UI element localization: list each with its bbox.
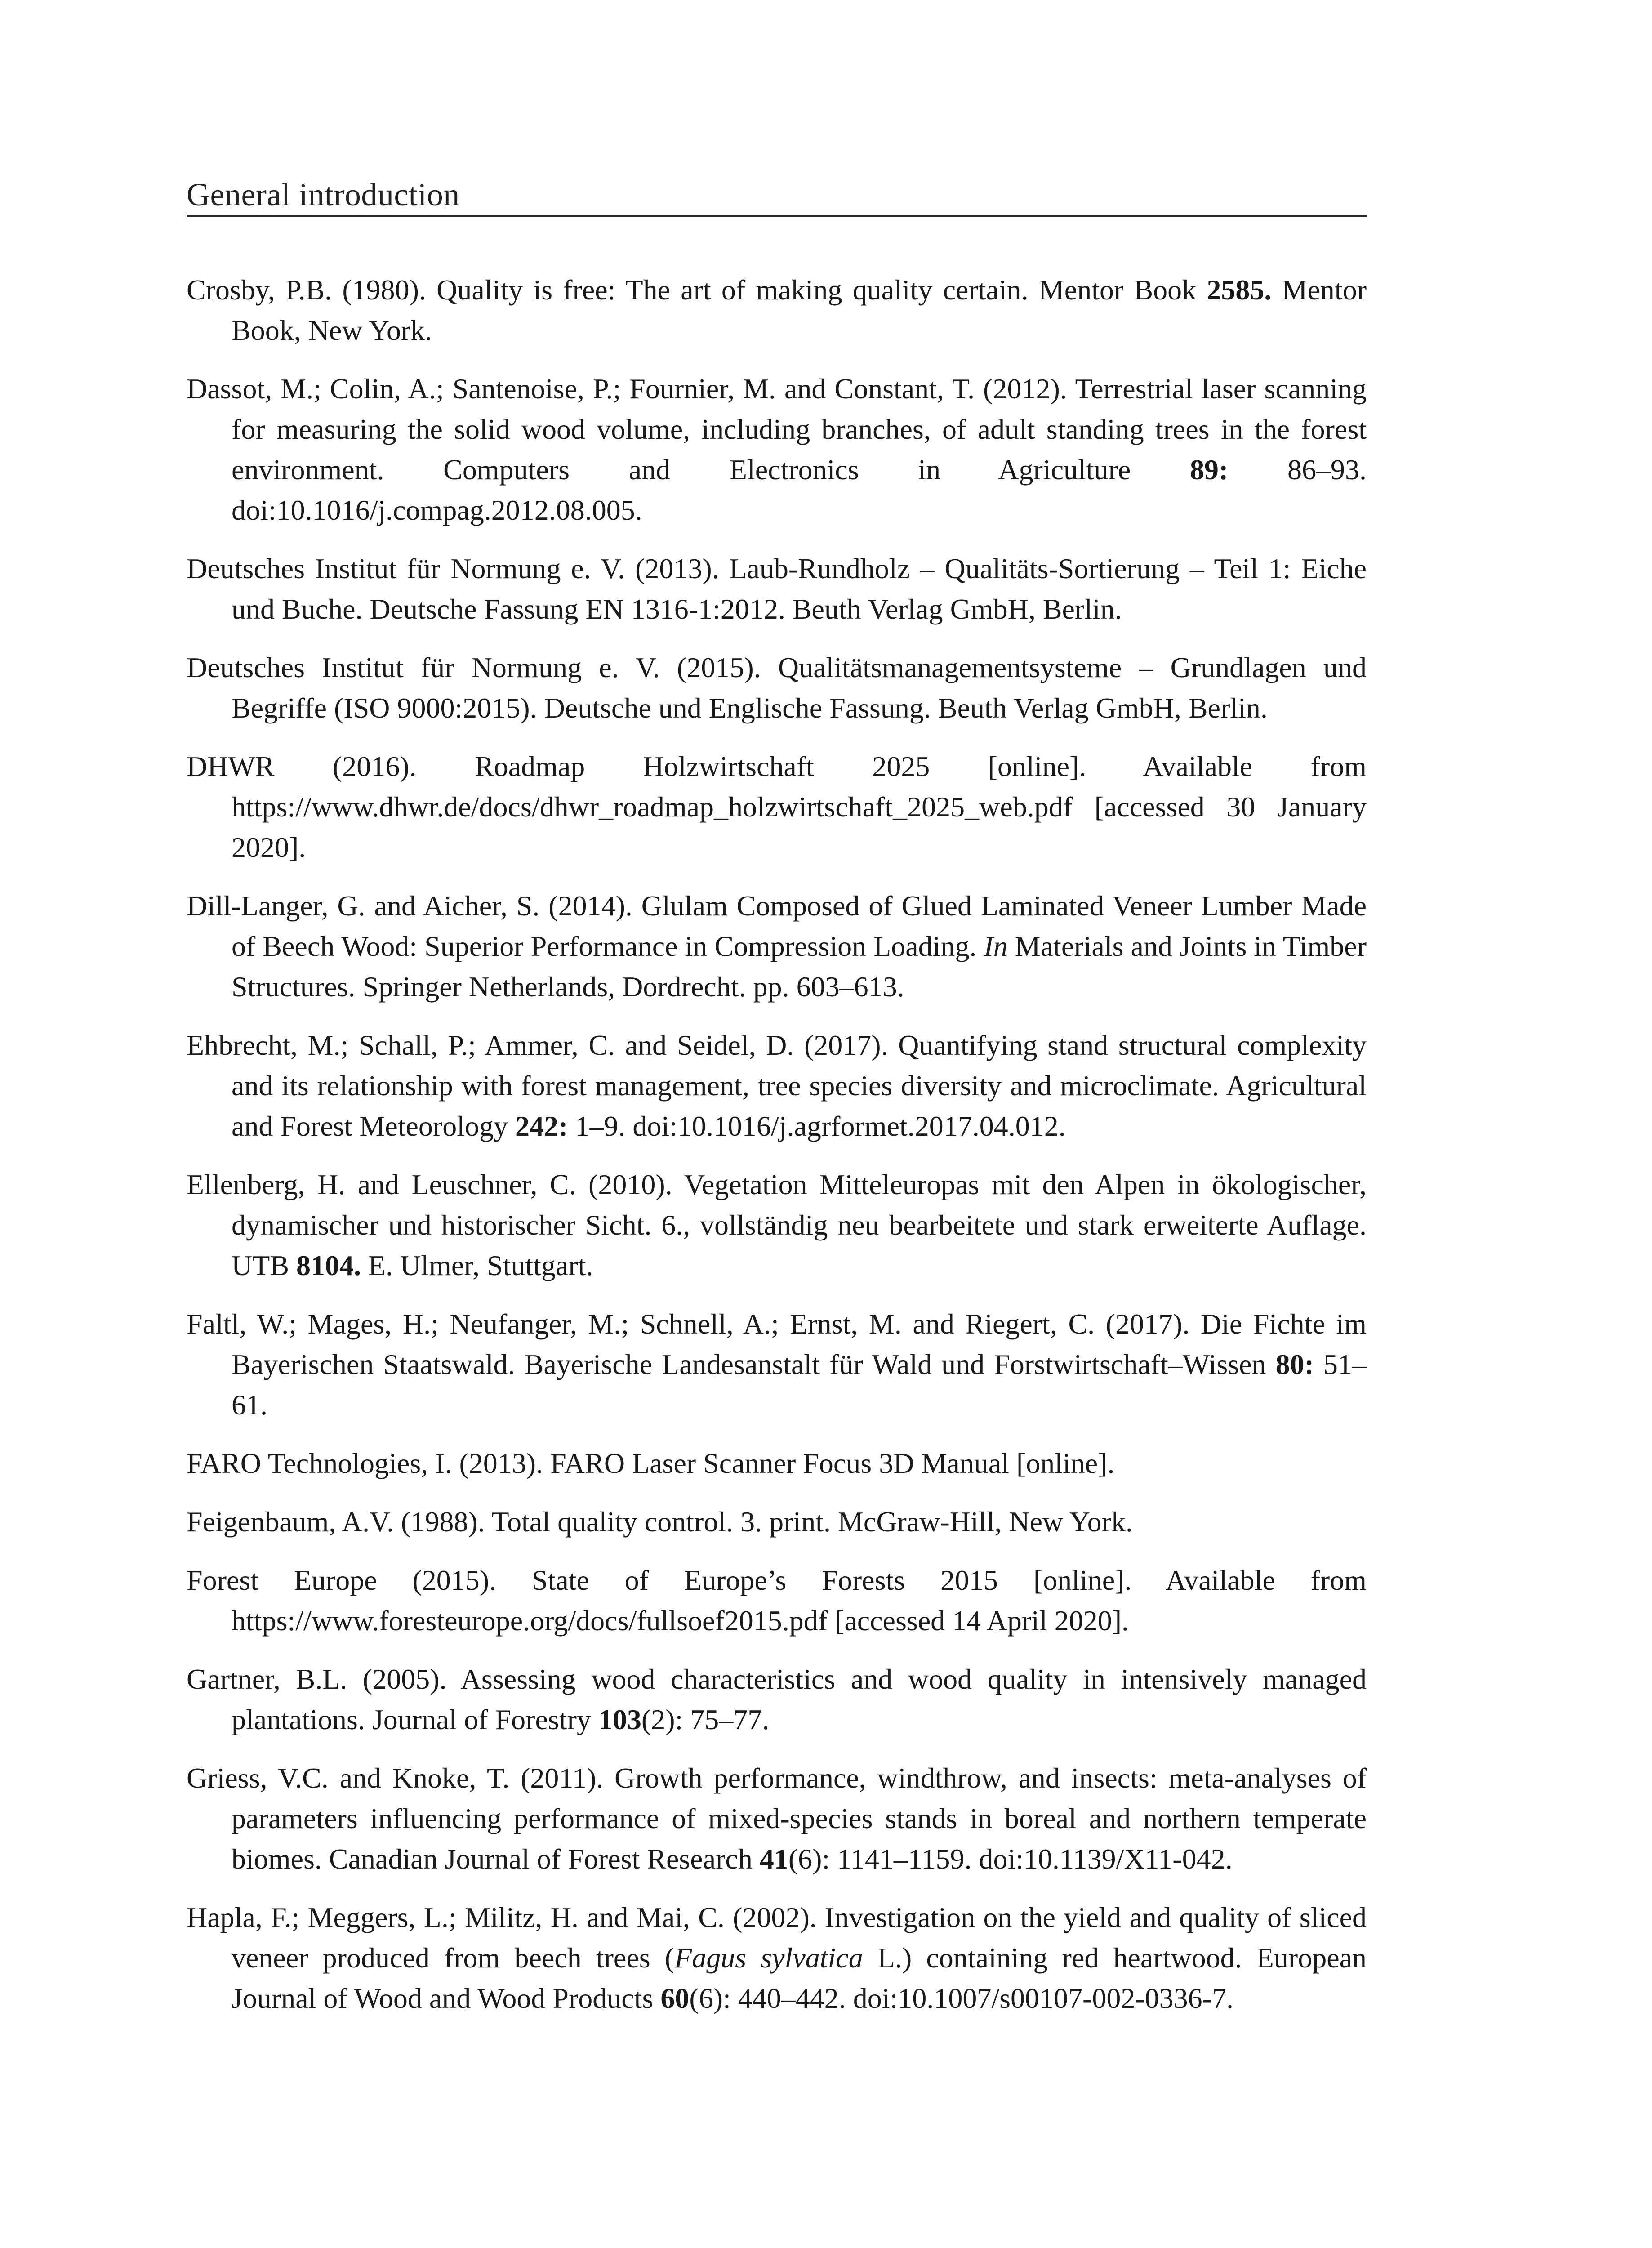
reference-entry (187, 1560, 1367, 1641)
reference-bold-text: 89: (1190, 454, 1229, 486)
reference-entry (187, 1758, 1367, 1879)
reference-entry (187, 270, 1367, 351)
reference-list (187, 270, 1367, 2037)
reference-text: 51–61. (232, 1348, 1367, 1421)
reference-italic-text: In (984, 930, 1008, 962)
reference-text: Dassot, M.; Colin, A.; Santenoise, P.; Fournier, M. and Constant, T. (2012). Terrestrial laser scanning for measuring the solid wood volume, including branches, of adult standing trees in the forest environment. Computers and Electronics in Agriculture (187, 373, 1367, 486)
reference-entry (187, 1025, 1367, 1146)
reference-bold-text: 8104. (296, 1249, 361, 1281)
reference-text: Materials and Joints in Timber Structures. Springer Netherlands, Dordrecht. pp. 603–613. (232, 930, 1367, 1003)
reference-text: (2): 75–77. (641, 1704, 770, 1735)
reference-text: L.) containing red heartwood. European Journal of Wood and Wood Products (232, 1942, 1367, 2014)
reference-text: 86–93. doi:10.1016/j.compag.2012.08.005. (232, 454, 1367, 526)
reference-entry (187, 746, 1367, 868)
reference-text: Dill-Langer, G. and Aicher, S. (2014). Glulam Composed of Glued Laminated Veneer Lumber Made of Beech Wood: Superior Performance in Compression Loading. (187, 890, 1367, 962)
reference-bold-text: 41 (759, 1843, 788, 1875)
reference-text: E. Ulmer, Stuttgart. (361, 1249, 593, 1281)
reference-bold-text: 242: (515, 1110, 568, 1142)
reference-bold-text: 2585. (1207, 274, 1272, 306)
reference-entry (187, 1164, 1367, 1286)
reference-text: Deutsches Institut für Normung e. V. (2013). Laub-Rundholz – Qualitäts-Sortierung – Teil 1: Eiche und Buche. Deutsche Fassung EN 1316-1:2012. Beuth Verlag GmbH, Berlin. (187, 553, 1367, 625)
running-header: General introduction (187, 177, 460, 213)
reference-text: Deutsches Institut für Normung e. V. (2015). Qualitätsmanagementsysteme – Grundlagen und Begriffe (ISO 9000:2015). Deutsche und Englische Fassung. Beuth Verlag GmbH, Berlin. (187, 651, 1367, 724)
reference-bold-text: 103 (598, 1704, 641, 1735)
reference-italic-text: Fagus sylvatica (674, 1942, 863, 1974)
reference-entry (187, 1443, 1367, 1484)
reference-text: Ehbrecht, M.; Schall, P.; Ammer, C. and Seidel, D. (2017). Quantifying stand structural complexity and its relationship with forest management, tree species diversity and microclimate. Agricultural and Forest Meteorology (187, 1029, 1367, 1142)
reference-text: DHWR (2016). Roadmap Holzwirtschaft 2025 [online]. Available from https://www.dhwr.de/docs/dhwr_roadmap_holzwirtschaft_2025_web.pdf [accessed 30 January 2020]. (187, 750, 1367, 863)
header-rule (187, 215, 1367, 217)
reference-text: (6): 440–442. doi:10.1007/s00107-002-0336-7. (689, 1982, 1233, 2014)
reference-bold-text: 60 (660, 1982, 690, 2014)
reference-entry (187, 886, 1367, 1007)
reference-text: (6): 1141–1159. doi:10.1139/X11-042. (788, 1843, 1233, 1875)
reference-entry (187, 1659, 1367, 1740)
reference-text: Feigenbaum, A.V. (1988). Total quality control. 3. print. McGraw-Hill, New York. (187, 1506, 1133, 1538)
reference-text: Faltl, W.; Mages, H.; Neufanger, M.; Schnell, A.; Ernst, M. and Riegert, C. (2017). Die Fichte im Bayerischen Staatswald. Bayerische Landesanstalt für Wald und Forstwirtschaft–Wissen (187, 1308, 1367, 1380)
reference-entry (187, 1502, 1367, 1542)
reference-entry (187, 647, 1367, 728)
reference-entry (187, 1304, 1367, 1425)
reference-entry (187, 1897, 1367, 2019)
reference-text: 1–9. doi:10.1016/j.agrformet.2017.04.012. (568, 1110, 1066, 1142)
reference-text: FARO Technologies, I. (2013). FARO Laser Scanner Focus 3D Manual [online]. (187, 1447, 1115, 1479)
reference-bold-text: 80: (1275, 1348, 1314, 1380)
reference-text: Crosby, P.B. (1980). Quality is free: The art of making quality certain. Mentor Book (187, 274, 1207, 306)
reference-text: Griess, V.C. and Knoke, T. (2011). Growth performance, windthrow, and insects: meta-analyses of parameters influencing performance of mixed-species stands in boreal and northern temperate biomes. Canadian Journal of Forest Research (187, 1762, 1367, 1875)
reference-text: Forest Europe (2015). State of Europe’s Forests 2015 [online]. Available from https://www.foresteurope.org/docs/fullsoef2015.pdf [accessed 14 April 2020]. (187, 1564, 1367, 1637)
reference-entry (187, 549, 1367, 629)
reference-entry (187, 369, 1367, 531)
reference-text: Hapla, F.; Meggers, L.; Militz, H. and Mai, C. (2002). Investigation on the yield and quality of sliced veneer produced from beech trees ( (187, 1901, 1367, 1974)
reference-text: Mentor Book, New York. (232, 274, 1367, 346)
reference-text: Gartner, B.L. (2005). Assessing wood characteristics and wood quality in intensively managed plantations. Journal of Forestry (187, 1663, 1367, 1735)
reference-text: Ellenberg, H. and Leuschner, C. (2010). Vegetation Mitteleuropas mit den Alpen in ökologischer, dynamischer und historischer Sicht. 6., vollständig neu bearbeitete und stark erweiterte Auflage. UTB (187, 1169, 1367, 1281)
